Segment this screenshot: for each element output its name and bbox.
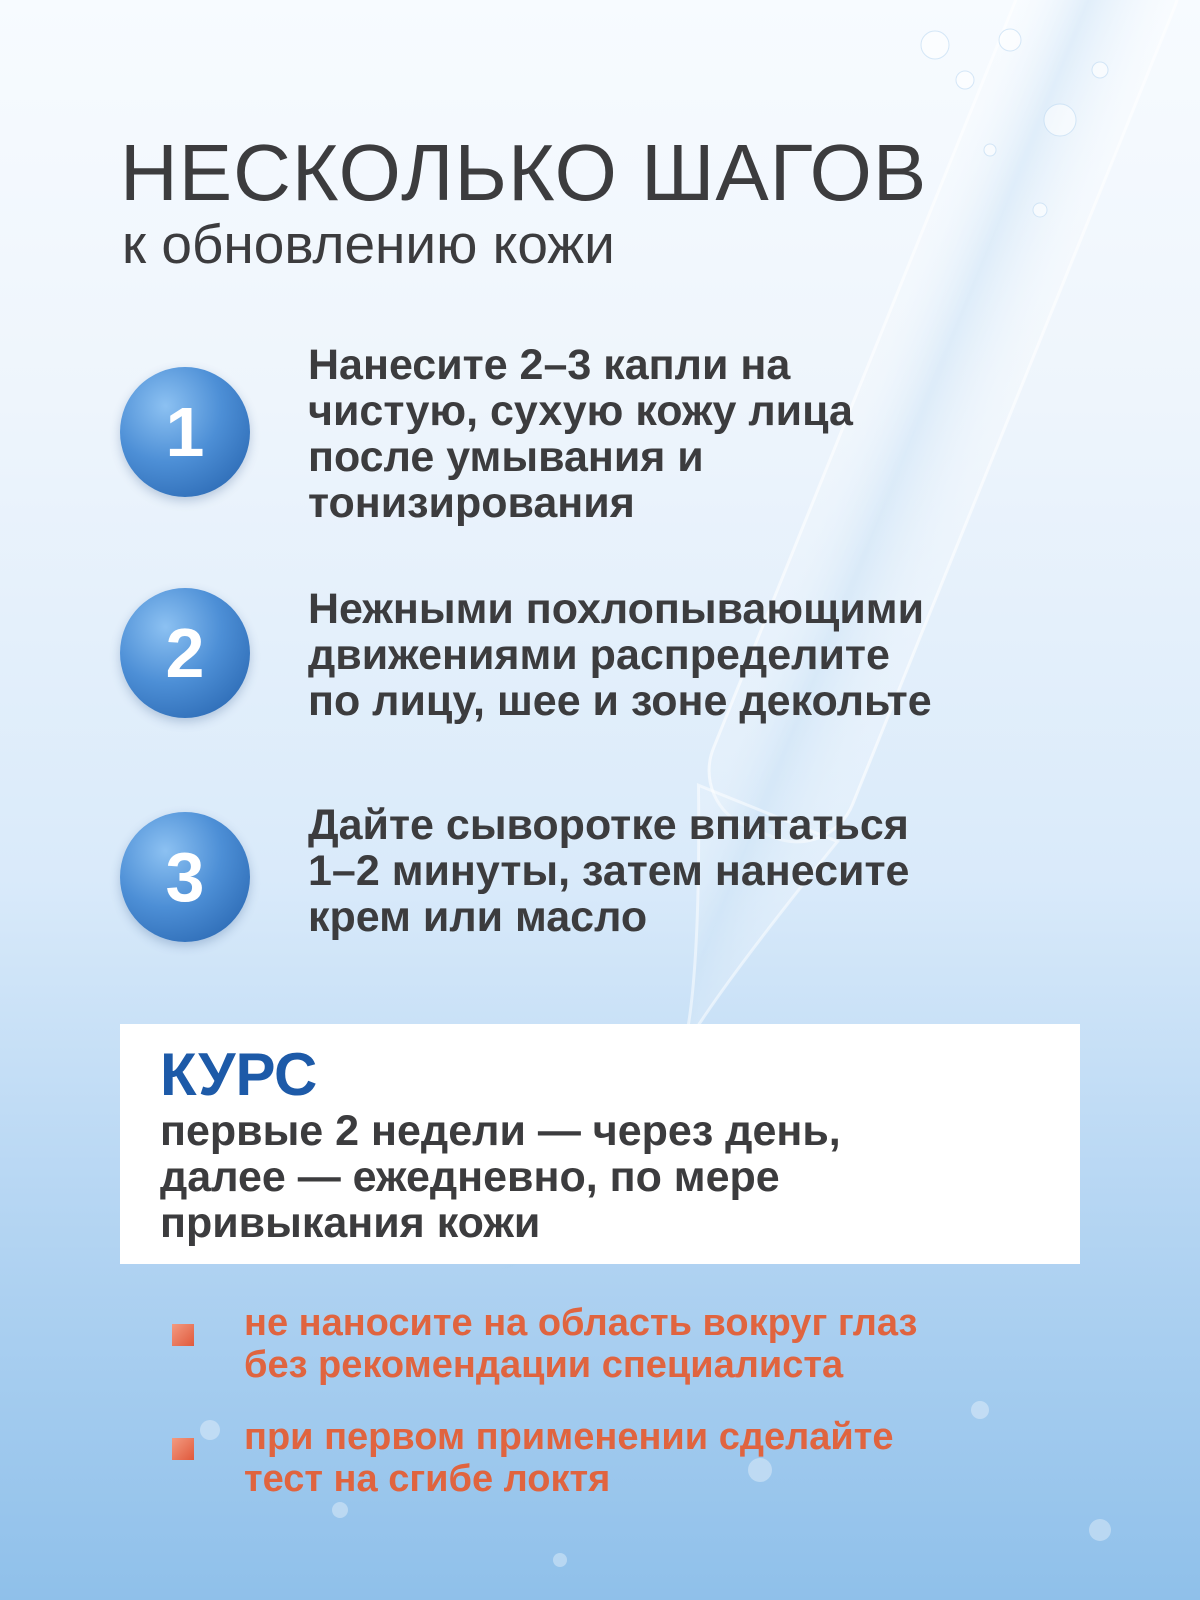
course-text [160,1108,841,1246]
step-3-line: 1–2 минуты, затем нанесите [308,847,910,895]
warning-text [244,1302,917,1386]
course-line: привыкания кожи [160,1199,541,1247]
step-2-number-badge: 2 [120,588,250,718]
step-1-line: Нанесите 2–3 капли на [308,341,791,389]
course-line: первые 2 недели — через день, [160,1107,841,1155]
warning-line: не наносите на область вокруг глаз [244,1302,918,1344]
warning-text [244,1416,893,1500]
warning-line: при первом применении сделайте [244,1416,894,1458]
step-3-text [308,802,1088,940]
step-2-text [308,586,1088,724]
square-bullet-icon [172,1438,194,1460]
step-1-line: чистую, сухую кожу лица [308,387,853,435]
step-1-text [308,342,1088,526]
step-1-line: после умывания и [308,433,704,481]
step-1-line: тонизирования [308,479,635,527]
step-1-number-badge: 1 [120,367,250,497]
warning-line: без рекомендации специалиста [244,1344,844,1386]
step-3-number-badge: 3 [120,812,250,942]
warning-line: тест на сгибе локтя [244,1458,611,1500]
step-2-line: Нежными похлопывающими [308,585,925,633]
square-bullet-icon [172,1324,194,1346]
page-title: НЕСКОЛЬКО ШАГОВ [120,128,928,217]
step-2-line: по лицу, шее и зоне декольте [308,677,932,725]
step-3-line: Дайте сыворотке впитаться [308,801,909,849]
course-line: далее — ежедневно, по мере [160,1153,780,1201]
course-box [120,1024,1080,1264]
page-subtitle: к обновлению кожи [122,213,615,275]
course-title: КУРС [160,1041,318,1108]
step-3-line: крем или масло [308,893,648,941]
step-2-line: движениями распределите [308,631,890,679]
